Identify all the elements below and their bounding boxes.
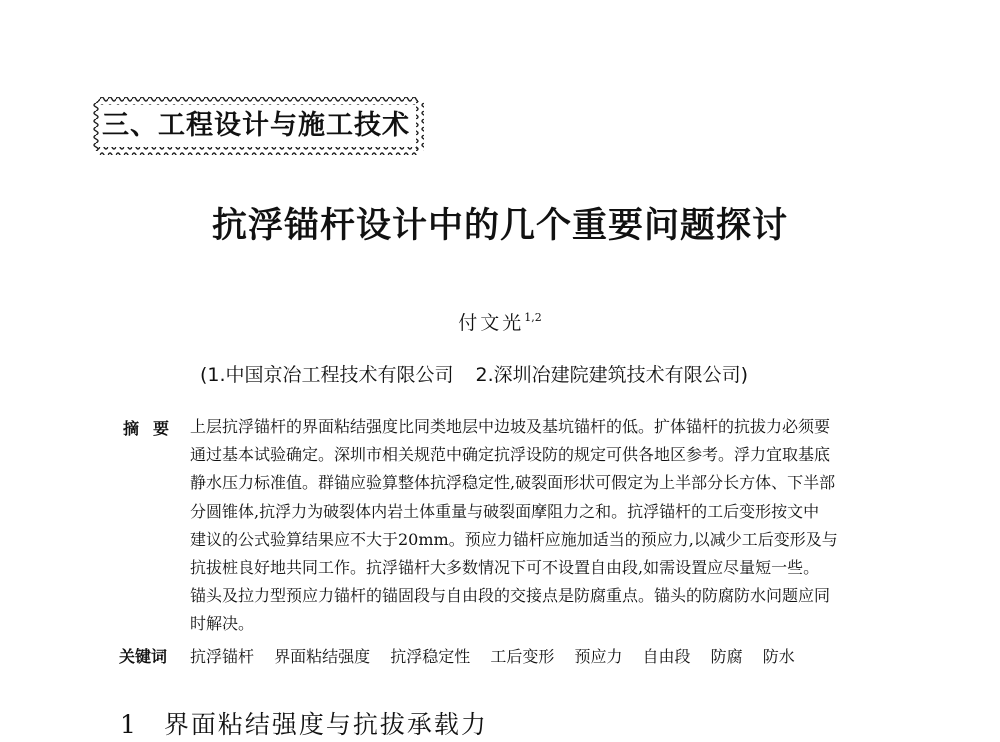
affiliation-2: 2.深圳冶建院建筑技术有限公司) (475, 364, 749, 386)
section-heading (120, 708, 820, 742)
abstract-line: 锚头及拉力型预应力锚杆的锚固段与自由段的交接点是防腐重点。锚头的防腐防水问题应同 (190, 586, 831, 606)
author-name: 付文光 (458, 312, 525, 334)
keyword: 防水 (762, 647, 795, 666)
author-affiliation-marks: 1,2 (524, 311, 542, 324)
keyword: 抗浮锚杆 (190, 647, 255, 666)
affiliation-1: (1.中国京冶工程技术有限公司 (200, 364, 454, 386)
section-banner-text: 三、工程设计与施工技术 (102, 110, 410, 141)
affiliations (200, 362, 840, 388)
abstract-line: 抗拔桩良好地共同工作。抗浮锚杆大多数情况下可不设置自由段,如需设置应尽量短一些。 (190, 557, 820, 577)
abstract-line: 上层抗浮锚杆的界面粘结强度比同类地层中边坡及基坑锚杆的低。扩体锚杆的抗拔力必须要 (190, 417, 831, 436)
abstract-line: 建议的公式验算结果应不大于20mm。预应力锚杆应施加适当的预应力,以减少工后变形及与 (190, 529, 838, 549)
keyword: 界面粘结强度 (274, 647, 371, 666)
abstract-line: 分圆锥体,抗浮力为破裂体内岩土体重量与破裂面摩阻力之和。抗浮锚杆的工后变形按文中 (190, 501, 820, 521)
paper-title: 抗浮锚杆设计中的几个重要问题探讨 (211, 206, 788, 246)
keyword: 抗浮稳定性 (390, 647, 471, 666)
abstract-text (190, 413, 900, 639)
keyword: 防腐 (710, 647, 743, 666)
abstract-line: 时解决。 (190, 614, 255, 634)
author-line (0, 305, 1000, 336)
section-number: 1 (120, 710, 138, 739)
abstract-line: 通过基本试验确定。深圳市相关规范中确定抗浮设防的规定可供各地区参考。浮力宜取基底 (190, 445, 831, 465)
keyword: 自由段 (642, 647, 691, 666)
keyword: 工后变形 (490, 647, 555, 666)
keywords-list (190, 645, 890, 669)
abstract-line: 静水压力标准值。群锚应验算整体抗浮稳定性,破裂面形状可假定为上半部分长方体、下半部 (190, 473, 836, 493)
abstract-label: 摘要 (123, 419, 184, 438)
section-banner (92, 95, 424, 157)
keywords-label: 关键词 (119, 647, 168, 666)
section-title: 界面粘结强度与抗拔承载力 (163, 710, 488, 739)
keyword: 预应力 (574, 647, 623, 666)
